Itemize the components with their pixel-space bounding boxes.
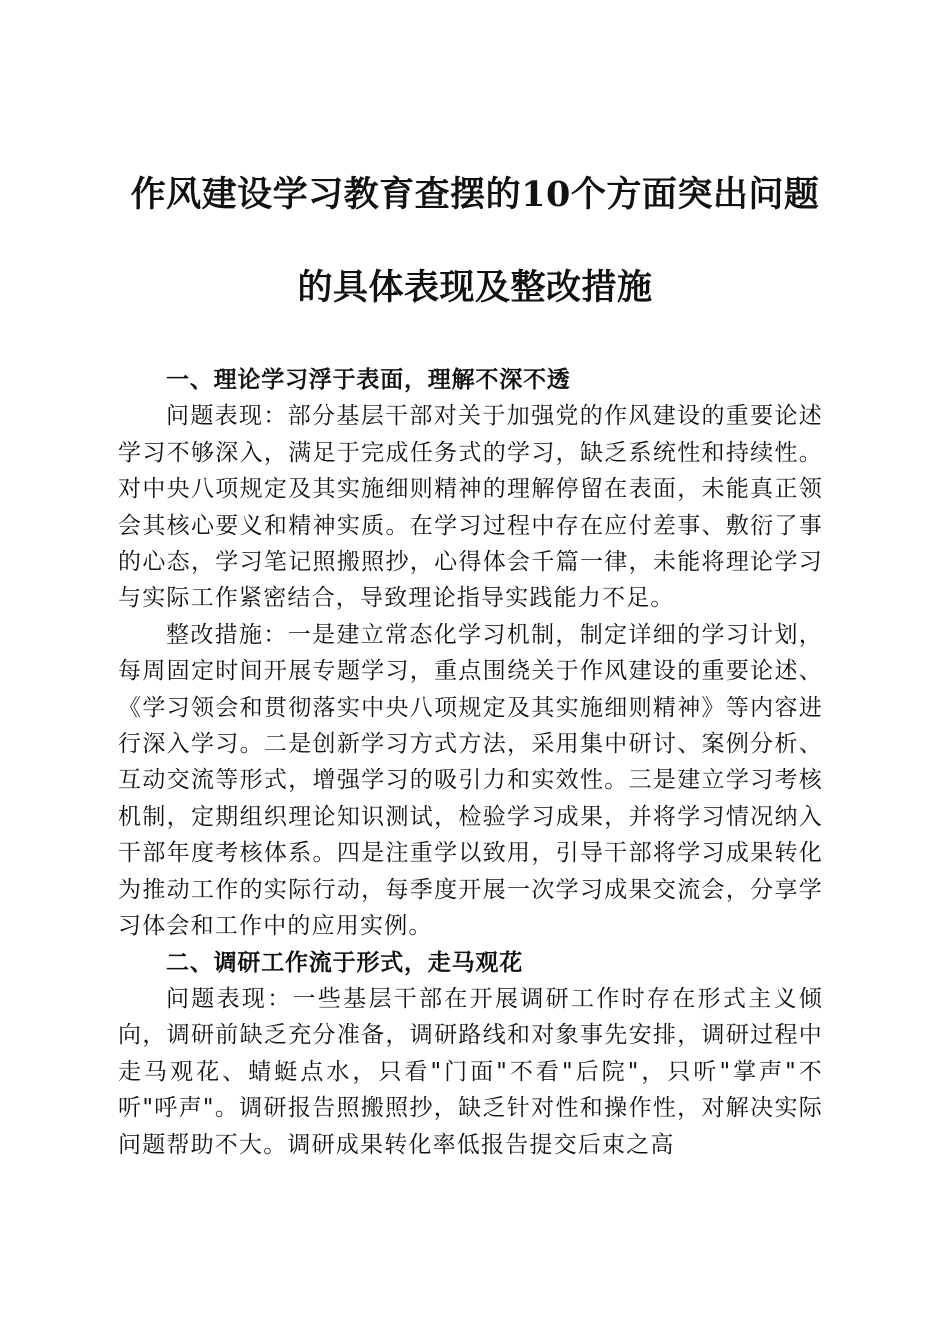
document-body xyxy=(118,362,823,1163)
section1-heading: 一、理论学习浮于表面，理解不深不透 xyxy=(166,367,571,393)
document-title-line1: 作风建设学习教育查摆的10个方面突出问题 xyxy=(130,174,820,215)
section2-heading: 二、调研工作流于形式，走马观花 xyxy=(166,949,523,976)
document-title-line2: 的具体表现及整改措施 xyxy=(297,267,653,308)
section1-measures-paragraph: 整改措施：一是建立常态化学习机制，制定详细的学习计划，每周固定时间开展专题学习，重点围绕关于作风建设的重要论述、《学习领会和贯彻落实中央八项规定及其实施细则精神》等内容进行深入学习。二是创新学习方式方法，采用集中研讨、案例分析、互动交流等形式，增强学习的吸引力和实效性。三是建立学习考核机制，定期组织理论知识测试，检验学习成果，并将学习情况纳入干部年度考核体系。四是注重学以致用，引导干部将学习成果转化为推动工作的实际行动，每季度开展一次学习成果交流会，分享学习体会和工作中的应用实例。 xyxy=(118,621,823,940)
section1-problem-paragraph: 问题表现：部分基层干部对关于加强党的作风建设的重要论述学习不够深入，满足于完成任务式的学习，缺乏系统性和持续性。对中央八项规定及其实施细则精神的理解停留在表面，未能真正领会其核心要义和精神实质。在学习过程中存在应付差事、敷衍了事的心态，学习笔记照搬照抄，心得体会千篇一律，未能将理论学习与实际工作紧密结合，导致理论指导实践能力不足。 xyxy=(118,403,823,612)
section2-problem-paragraph: 问题表现：一些基层干部在开展调研工作时存在形式主义倾向，调研前缺乏充分准备，调研路线和对象事先安排，调研过程中走马观花、蜻蜓点水，只看"门面"不看"后院"，只听"掌声"不听"呼声"。调研报告照搬照抄，缺乏针对性和操作性，对解决实际问题帮助不大。调研成果转化率低报告提交后束之高 xyxy=(118,985,823,1158)
